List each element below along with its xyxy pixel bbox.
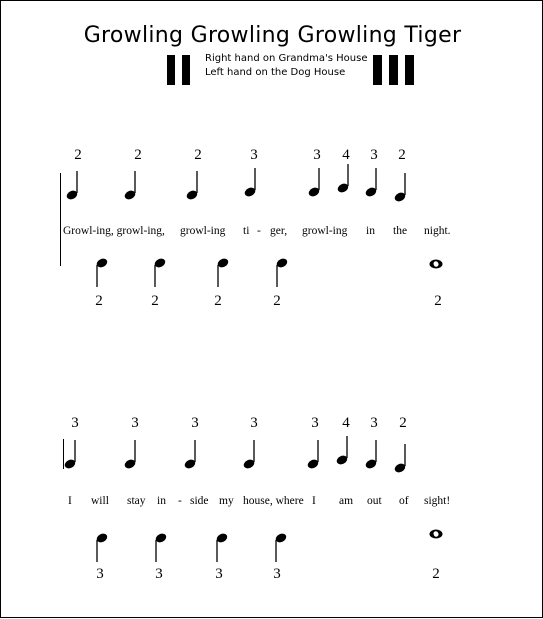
line-1-top-finger: 3 — [370, 147, 378, 163]
line-1-bottom-finger: 2 — [273, 293, 281, 309]
quarter-note-icon — [307, 168, 320, 198]
line-2-top-finger: 3 — [191, 415, 199, 431]
line-2-top-finger: 3 — [71, 415, 79, 431]
quarter-note-icon — [364, 168, 377, 198]
line-1-top-finger: 3 — [313, 147, 321, 163]
quarter-note-icon — [183, 440, 196, 470]
line-2-bottom-finger: 3 — [273, 566, 281, 582]
line-1-lyric: growl-ing — [302, 225, 348, 237]
right-hand-instruction: Right hand on Grandma's House — [205, 53, 368, 64]
line-2-lyric: stay — [127, 495, 146, 507]
quarter-note-icon — [393, 173, 406, 203]
line-2-lyric: I — [312, 495, 316, 507]
line-1-lyric: ger, — [270, 225, 288, 237]
line-1-top-finger: 4 — [342, 147, 350, 163]
quarter-note-icon — [185, 171, 198, 201]
line-1-lyric: Growl-ing, growl-ing, — [63, 225, 165, 237]
line-2-top-finger: 4 — [342, 415, 350, 431]
line-1-bottom-finger: 2 — [214, 293, 222, 309]
quarter-note-icon — [275, 257, 288, 287]
line-1-bottom-finger: 2 — [95, 293, 103, 309]
line-1-bottom-finger: 2 — [434, 293, 442, 309]
line-2-lyric: my — [219, 495, 234, 507]
quarter-note-icon — [65, 171, 78, 201]
line-1-lyric: in — [366, 225, 375, 237]
line-1-lyric: the — [393, 225, 408, 237]
song-title: Growling Growling Growling Tiger — [83, 23, 462, 48]
quarter-note-icon — [393, 444, 406, 474]
line-1-top-finger: 2 — [194, 147, 202, 163]
line-1-lyric: - — [257, 225, 261, 237]
whole-note-icon — [430, 260, 443, 269]
line-2-lyric: - — [178, 495, 182, 507]
line-1-lyric: ti — [243, 225, 250, 237]
line-2-lyric: am — [339, 495, 354, 507]
line-2-bottom-finger: 2 — [432, 566, 440, 582]
quarter-note-icon — [336, 164, 349, 194]
line-2-bottom-finger: 3 — [215, 566, 223, 582]
quarter-note-icon — [242, 440, 255, 470]
quarter-note-icon — [306, 440, 319, 470]
line-2-top-finger: 3 — [370, 415, 378, 431]
quarter-note-icon — [95, 257, 108, 287]
line-2-top-finger: 3 — [131, 415, 139, 431]
quarter-note-icon — [243, 168, 256, 198]
line-1-bottom-finger: 2 — [151, 293, 159, 309]
quarter-note-icon — [335, 436, 348, 466]
line-2-lyric: will — [91, 495, 109, 507]
line-2-lyric: of — [399, 495, 409, 507]
line-2-lyric: side — [190, 495, 209, 507]
line-1-top-finger: 2 — [74, 147, 82, 163]
line-1-lyric: night. — [424, 225, 451, 237]
line-1-lyric: growl-ing — [180, 225, 226, 237]
whole-note-icon — [430, 530, 443, 539]
line-2-top-finger: 2 — [399, 415, 407, 431]
line-2-lyric: house, where — [243, 495, 304, 507]
quarter-note-icon — [274, 532, 287, 562]
line-2-lyric: out — [367, 495, 382, 507]
quarter-note-icon — [364, 440, 377, 470]
line-1-top-finger: 3 — [250, 147, 258, 163]
line-2-bottom-finger: 3 — [96, 566, 104, 582]
line-2-top-finger: 3 — [311, 415, 319, 431]
quarter-note-icon — [95, 532, 108, 562]
line-2-lyric: in — [157, 495, 166, 507]
line-2-lyric: sight! — [424, 495, 451, 507]
line-1-top-finger: 2 — [134, 147, 142, 163]
line-2-lyric: I — [68, 495, 72, 507]
left-hand-instruction: Left hand on the Dog House — [205, 67, 346, 78]
quarter-note-icon — [215, 532, 228, 562]
quarter-note-icon — [216, 257, 229, 287]
line-1-top-finger: 2 — [398, 147, 406, 163]
line-2-top-finger: 3 — [250, 415, 258, 431]
music-notes — [1, 1, 543, 619]
line-2-bottom-finger: 3 — [155, 566, 163, 582]
quarter-note-icon — [154, 532, 167, 562]
quarter-note-icon — [123, 171, 136, 201]
quarter-note-icon — [153, 257, 166, 287]
quarter-note-icon — [63, 440, 76, 470]
quarter-note-icon — [123, 440, 136, 470]
